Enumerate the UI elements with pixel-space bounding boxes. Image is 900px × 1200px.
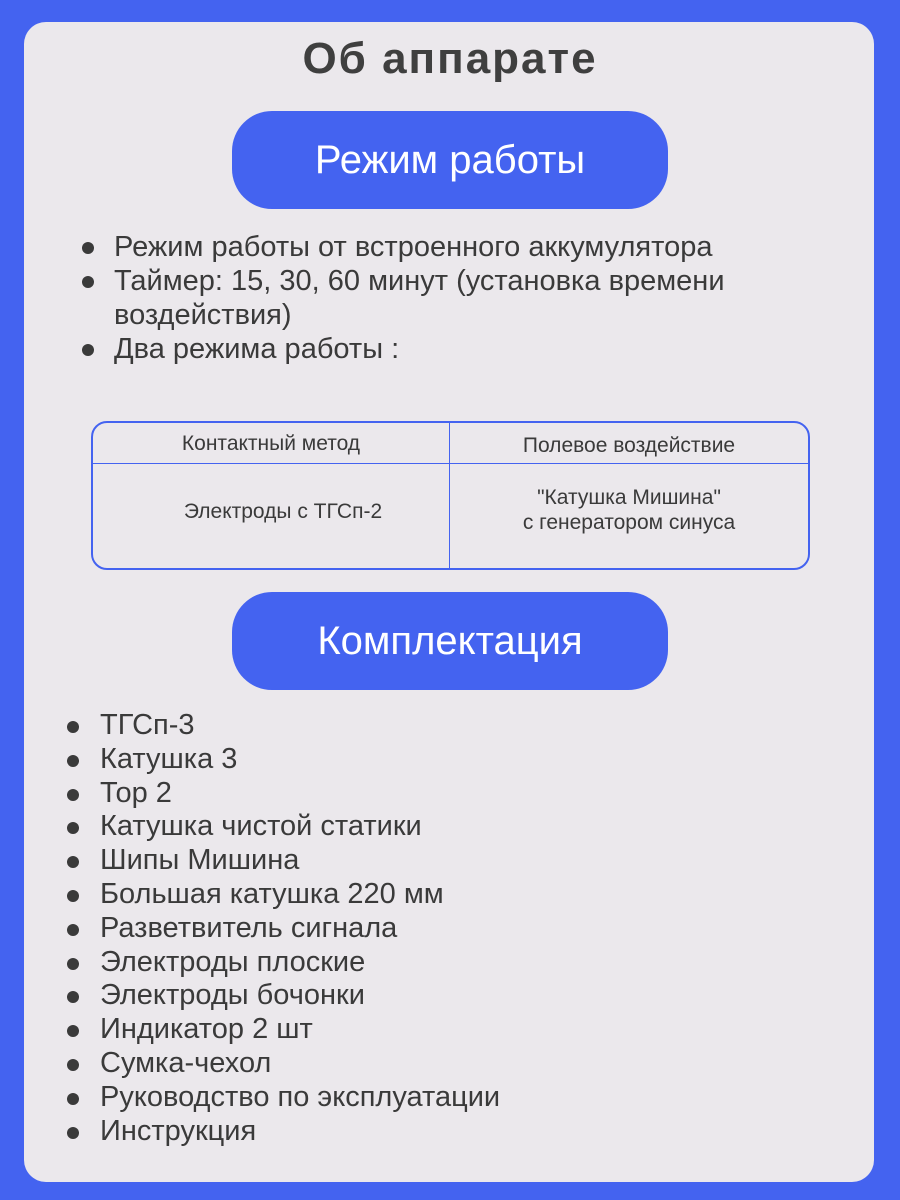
page-title: Об аппарате [302,34,598,83]
table-cell-field-line2: с генератором синуса [522,511,736,534]
list-item: Сумка-чехол [100,1047,500,1081]
list-item: Разветвитель сигнала [100,912,500,946]
list-item: Катушка чистой статики [100,810,500,844]
list-item: Большая катушка 220 мм [100,878,500,912]
list-item: Два режима работы : [114,332,754,366]
bullet-icon [67,1127,79,1139]
list-item: Индикатор 2 шт [100,1013,500,1047]
mode-list [114,230,754,366]
table-cell-contact: Электроды с ТГСп-2 [183,500,383,523]
bullet-icon [82,242,94,254]
list-item: Катушка 3 [100,743,500,777]
bullet-icon [82,344,94,356]
bullet-icon [67,890,79,902]
list-item: Электроды бочонки [100,979,500,1013]
bullet-icon [67,755,79,767]
list-item: Таймер: 15, 30, 60 минут (установка времени воздействия) [114,264,754,332]
table-divider [93,463,808,464]
list-item: Тор 2 [100,777,500,811]
table-cell-field-line1: "Катушка Мишина" [537,486,721,509]
list-item: Руководство по эксплуатации [100,1081,500,1115]
list-item: ТГСп-3 [100,709,500,743]
list-item: Инструкция [100,1115,500,1149]
kit-list [100,709,500,1148]
modes-table [91,421,810,570]
list-item: Электроды плоские [100,946,500,980]
bullet-icon [67,1059,79,1071]
table-cell-field [450,485,808,535]
section-heading-mode: Режим работы [232,111,668,209]
table-header-field: Полевое воздействие [522,434,736,457]
list-item: Режим работы от встроенного аккумулятора [114,230,754,264]
list-item: Шипы Мишина [100,844,500,878]
section-heading-kit: Комплектация [232,592,668,690]
bullet-icon [67,924,79,936]
bullet-icon [67,789,79,801]
bullet-icon [82,276,94,288]
bullet-icon [67,958,79,970]
bullet-icon [67,1093,79,1105]
bullet-icon [67,721,79,733]
table-header-contact: Контактный метод [181,432,361,455]
